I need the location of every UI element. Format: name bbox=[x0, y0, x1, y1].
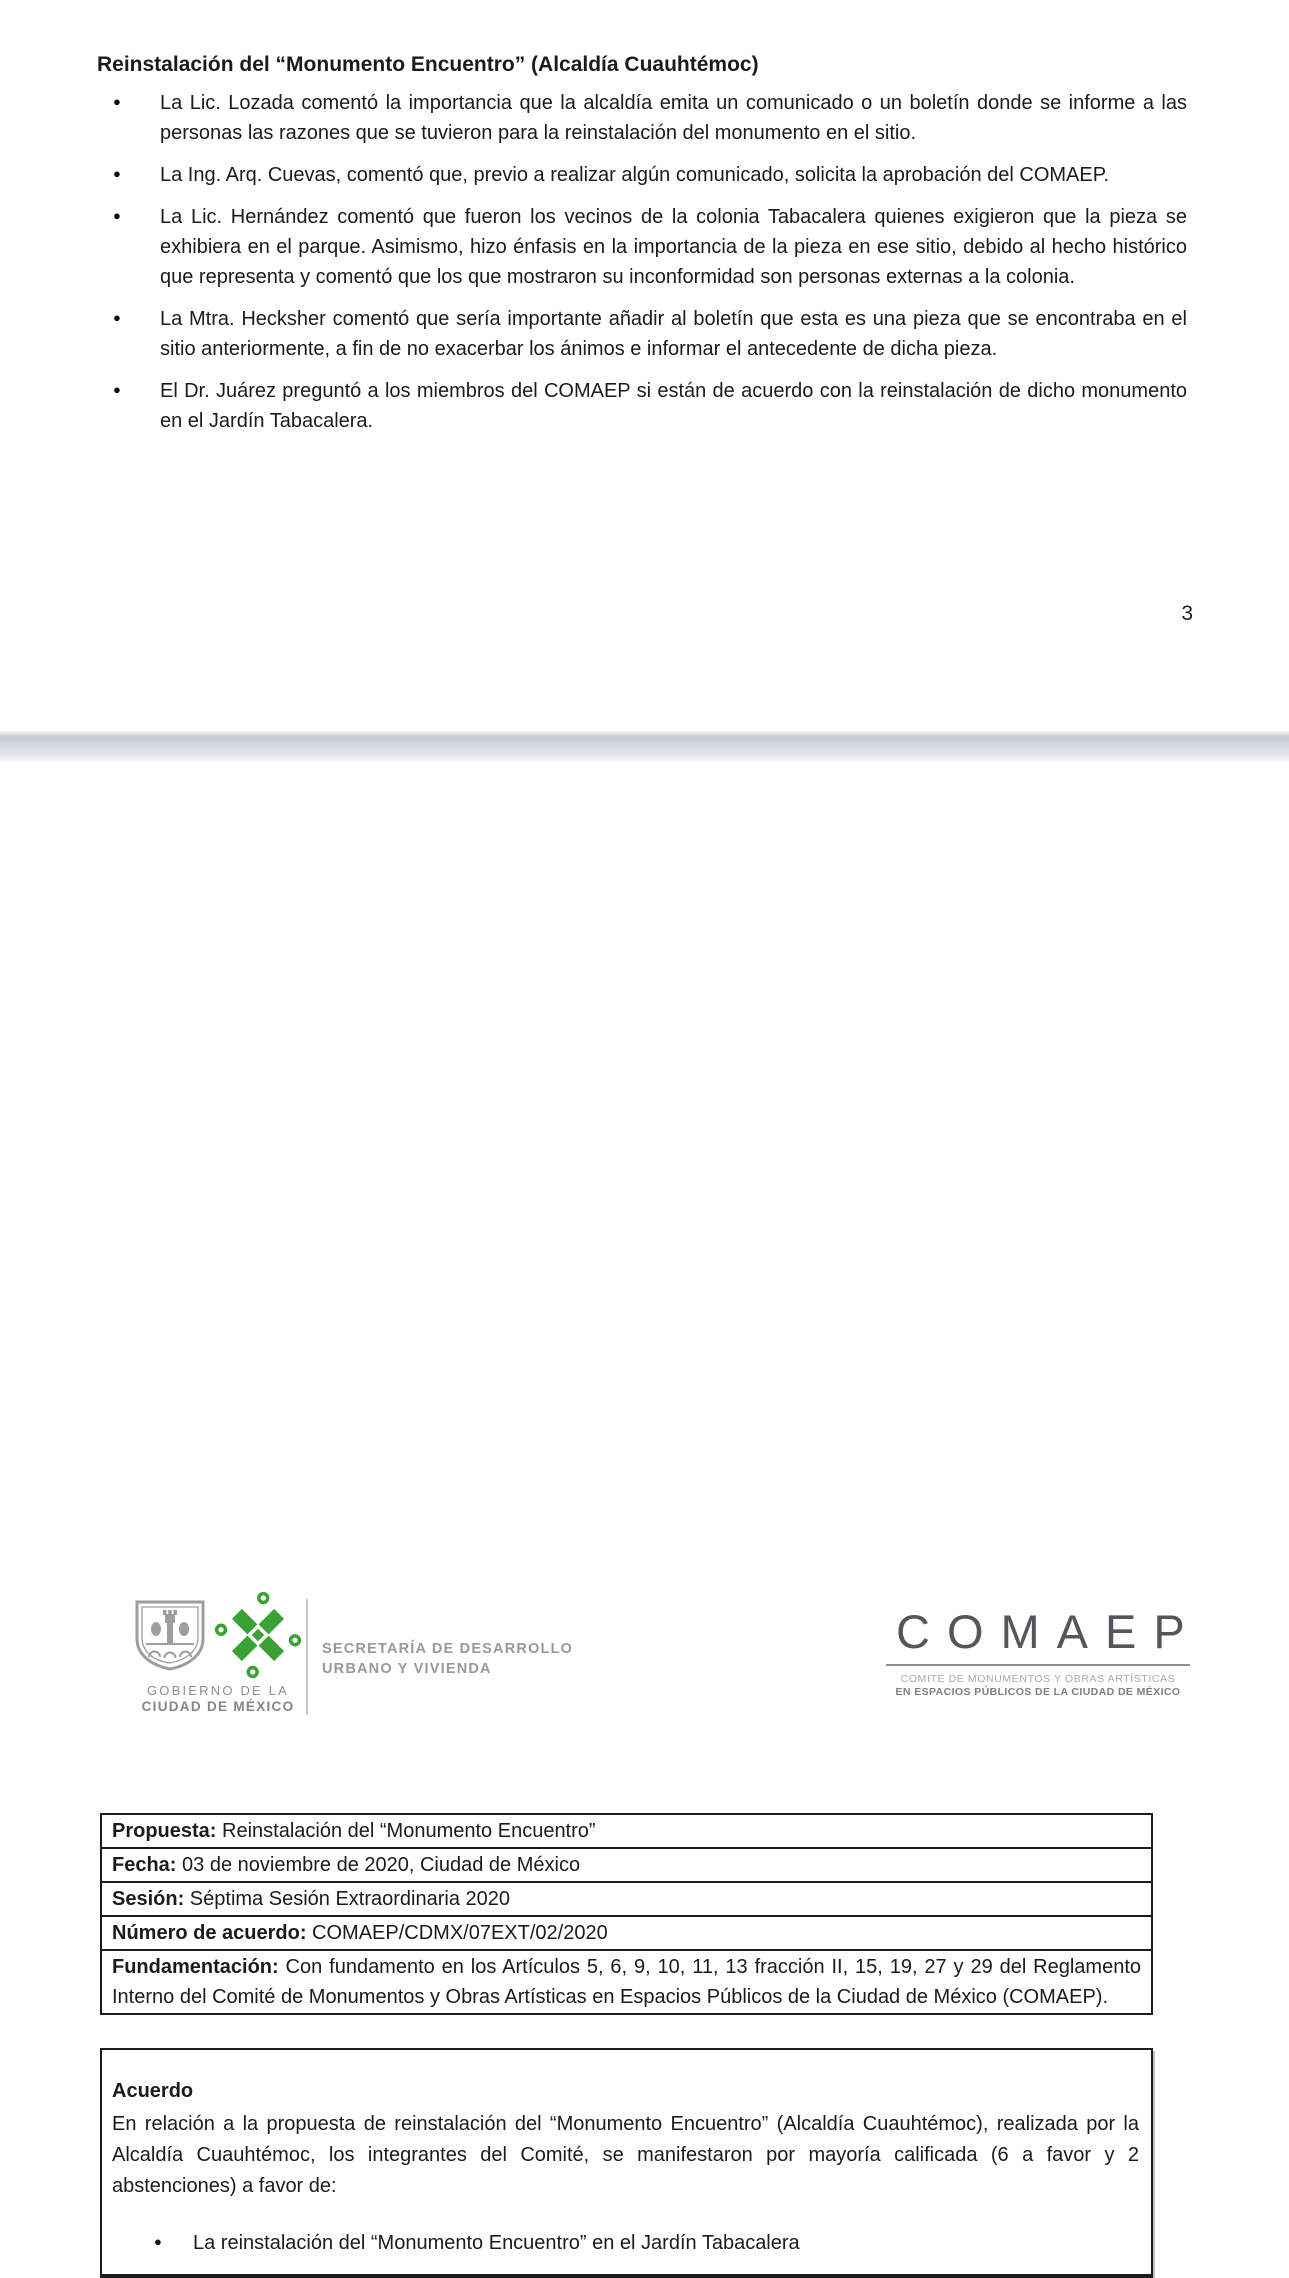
list-item: ● La Ing. Arq. Cuevas, comentó que, previo a realizar algún comunicado, solicita la aprobación del COMAEP. bbox=[97, 160, 1187, 190]
secretaria-line2: URBANO Y VIVIENDA bbox=[322, 1661, 492, 1677]
secretaria-wordmark bbox=[322, 1639, 573, 1679]
cdmx-coat-of-arms-icon bbox=[132, 1598, 208, 1674]
list-item: ● La Lic. Lozada comentó la importancia que la alcaldía emita un comunicado o un boletín donde se informe a las personas las razones que se tuvieron para la reinstalación del monumento en el sitio. bbox=[97, 88, 1187, 148]
list-item: ● La Lic. Hernández comentó que fueron los vecinos de la colonia Tabacalera quienes exigieron que la pieza se exhibiera en el parque. Asimismo, hizo énfasis en la importancia de la pieza en ese sitio, debido al hecho histórico que representa y comentó que los que mostraron su inconformidad son personas externas a la colonia. bbox=[97, 202, 1187, 292]
page-break-divider bbox=[0, 731, 1289, 763]
table-row-fecha bbox=[102, 1849, 1151, 1883]
table-row-sesion bbox=[102, 1883, 1151, 1917]
row-label: Número de acuerdo: bbox=[112, 1922, 307, 1944]
comaep-logo bbox=[886, 1605, 1202, 1698]
acuerdo-paragraph: En relación a la propuesta de reinstalación del “Monumento Encuentro” (Alcaldía Cuauhtémoc), realizada por la Alcaldía Cuauhtémoc, los integrantes del Comité, se manifestaron por mayoría calificada (6 a favor y 2 abstenciones) a favor de: bbox=[112, 2113, 1139, 2197]
row-value: COMAEP/CDMX/07EXT/02/2020 bbox=[306, 1922, 608, 1944]
gov-line1: GOBIERNO DE LA bbox=[146, 1683, 290, 1698]
list-item: ● El Dr. Juárez preguntó a los miembros del COMAEP si están de acuerdo con la reinstalación de dicho monumento en el Jardín Tabacalera. bbox=[97, 376, 1187, 436]
document-page-3 bbox=[0, 0, 1289, 731]
table-row-propuesta bbox=[102, 1815, 1151, 1849]
section-heading: Reinstalación del “Monumento Encuentro” (Alcaldía Cuauhtémoc) bbox=[97, 53, 759, 77]
table-row-numero-acuerdo bbox=[102, 1917, 1151, 1951]
page-number: 3 bbox=[1181, 602, 1193, 625]
row-value: Séptima Sesión Extraordinaria 2020 bbox=[184, 1888, 510, 1910]
row-value: 03 de noviembre de 2020, Ciudad de México bbox=[176, 1854, 581, 1876]
acuerdo-bullet-item: ● La reinstalación del “Monumento Encuentro” en el Jardín Tabacalera bbox=[112, 2228, 1139, 2258]
acuerdo-info-table bbox=[100, 1813, 1153, 2015]
secretaria-line1: SECRETARÍA DE DESARROLLO bbox=[322, 1641, 574, 1657]
row-value: Reinstalación del “Monumento Encuentro” bbox=[216, 1820, 596, 1842]
gov-cdmx-wordmark bbox=[122, 1683, 314, 1715]
cdmx-x-logo-icon bbox=[214, 1590, 302, 1680]
discussion-bullet-list bbox=[97, 88, 1187, 448]
comaep-logo-rule bbox=[886, 1664, 1190, 1666]
letterhead-divider bbox=[306, 1599, 308, 1715]
comaep-subtitle-line1: COMITÉ DE MONUMENTOS Y OBRAS ARTÍSTICAS bbox=[900, 1673, 1176, 1685]
acuerdo-title: Acuerdo bbox=[112, 2080, 194, 2102]
document-page-4 bbox=[0, 763, 1289, 2254]
row-label: Fundamentación: bbox=[112, 1956, 279, 1978]
row-label: Propuesta: bbox=[112, 1820, 217, 1842]
table-row-fundamentacion bbox=[102, 1951, 1151, 2013]
gov-line2: CIUDAD DE MÉXICO bbox=[141, 1699, 295, 1714]
row-label: Fecha: bbox=[112, 1854, 177, 1876]
acuerdo-box bbox=[100, 2048, 1153, 2278]
row-label: Sesión: bbox=[112, 1888, 185, 1910]
comaep-subtitle-line2: EN ESPACIOS PÚBLICOS DE LA CIUDAD DE MÉXICO bbox=[895, 1686, 1181, 1698]
comaep-wordmark: COMAEP bbox=[896, 1605, 1202, 1658]
row-value: Con fundamento en los Artículos 5, 6, 9, 10, 11, 13 fracción II, 15, 19, 27 y 29 del Reglamento Interno del Comité de Monumentos y Obras Artísticas en Espacios Públicos de la Ciudad de México (COMAEP). bbox=[112, 1956, 1141, 2008]
list-item: ● La Mtra. Hecksher comentó que sería importante añadir al boletín que esta es una pieza que se encontraba en el sitio anteriormente, a fin de no exacerbar los ánimos e informar el antecedente de dicha pieza. bbox=[97, 304, 1187, 364]
